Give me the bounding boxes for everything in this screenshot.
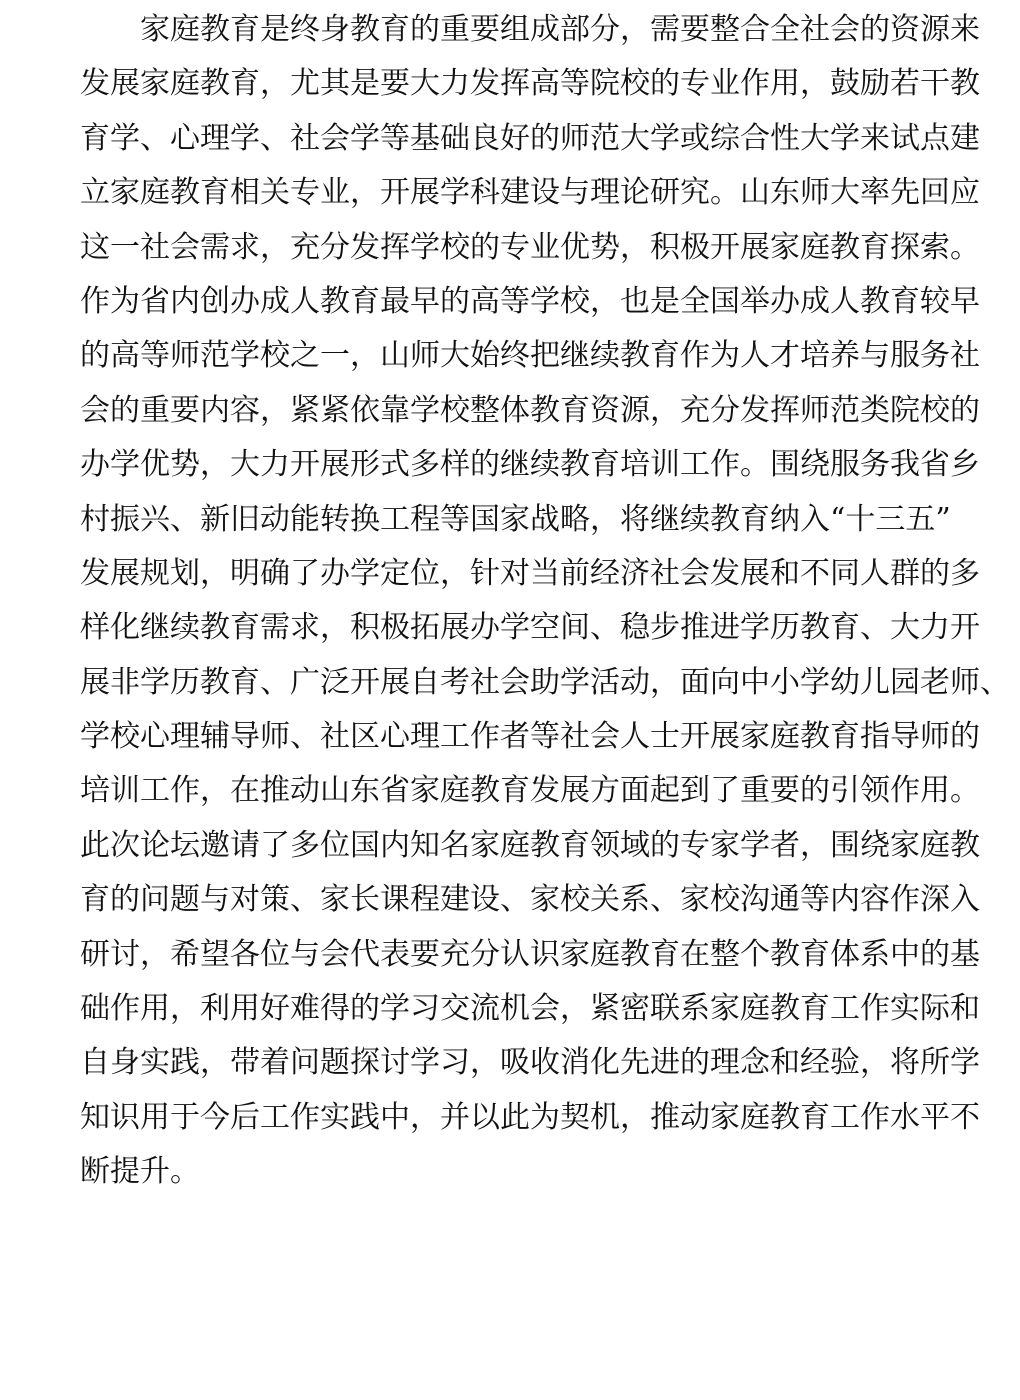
- paragraph-line: 学校心理辅导师、社区心理工作者等社会人士开展家庭教育指导师的: [80, 719, 980, 755]
- paragraph-line: 作为省内创办成人教育最早的高等学校，也是全国举办成人教育较早: [80, 283, 980, 319]
- paragraph-line: 家庭教育是终身教育的重要组成部分，需要整合全社会的资源来: [140, 12, 980, 47]
- paragraph-line: 培训工作，在推动山东省家庭教育发展方面起到了重要的引领作用。: [80, 773, 980, 809]
- paragraph-line: 础作用，利用好难得的学习交流机会，紧密联系家庭教育工作实际和: [80, 991, 980, 1027]
- paragraph-line: 自身实践，带着问题探讨学习，吸收消化先进的理念和经验，将所学: [80, 1045, 980, 1081]
- paragraph-line: 育学、心理学、社会学等基础良好的师范大学或综合性大学来试点建: [80, 120, 980, 156]
- paragraph-line: 办学优势，大力开展形式多样的继续教育培训工作。围绕服务我省乡: [80, 447, 980, 483]
- paragraph-line: 知识用于今后工作实践中，并以此为契机，推动家庭教育工作水平不: [80, 1099, 980, 1135]
- paragraph-line: 样化继续教育需求，积极拓展办学空间、稳步推进学历教育、大力开: [80, 610, 980, 646]
- paragraph-line: 展非学历教育、广泛开展自考社会助学活动，面向中小学幼儿园老师、: [80, 664, 1010, 700]
- paragraph-line: 发展家庭教育，尤其是要大力发挥高等院校的专业作用，鼓励若干教: [80, 66, 980, 102]
- paragraph-line: 会的重要内容，紧紧依靠学校整体教育资源，充分发挥师范类院校的: [80, 392, 980, 428]
- paragraph-line: 立家庭教育相关专业，开展学科建设与理论研究。山东师大率先回应: [80, 175, 980, 211]
- paragraph-line: 此次论坛邀请了多位国内知名家庭教育领域的专家学者，围绕家庭教: [80, 827, 980, 863]
- paragraph-line: 的高等师范学校之一，山师大始终把继续教育作为人才培养与服务社: [80, 338, 980, 374]
- paragraph-line: 发展规划，明确了办学定位，针对当前经济社会发展和不同人群的多: [80, 555, 980, 591]
- paragraph-line: 研讨，希望各位与会代表要充分认识家庭教育在整个教育体系中的基: [80, 936, 980, 972]
- paragraph-line: 断提升。: [80, 1154, 200, 1190]
- paragraph-line: 育的问题与对策、家长课程建设、家校关系、家校沟通等内容作深入: [80, 882, 980, 918]
- paragraph-line: 这一社会需求，充分发挥学校的专业优势，积极开展家庭教育探索。: [80, 229, 980, 265]
- body-paragraph: [80, 3, 1010, 1200]
- paragraph-line: 村振兴、新旧动能转换工程等国家战略，将继续教育纳入“十三五”: [80, 501, 951, 537]
